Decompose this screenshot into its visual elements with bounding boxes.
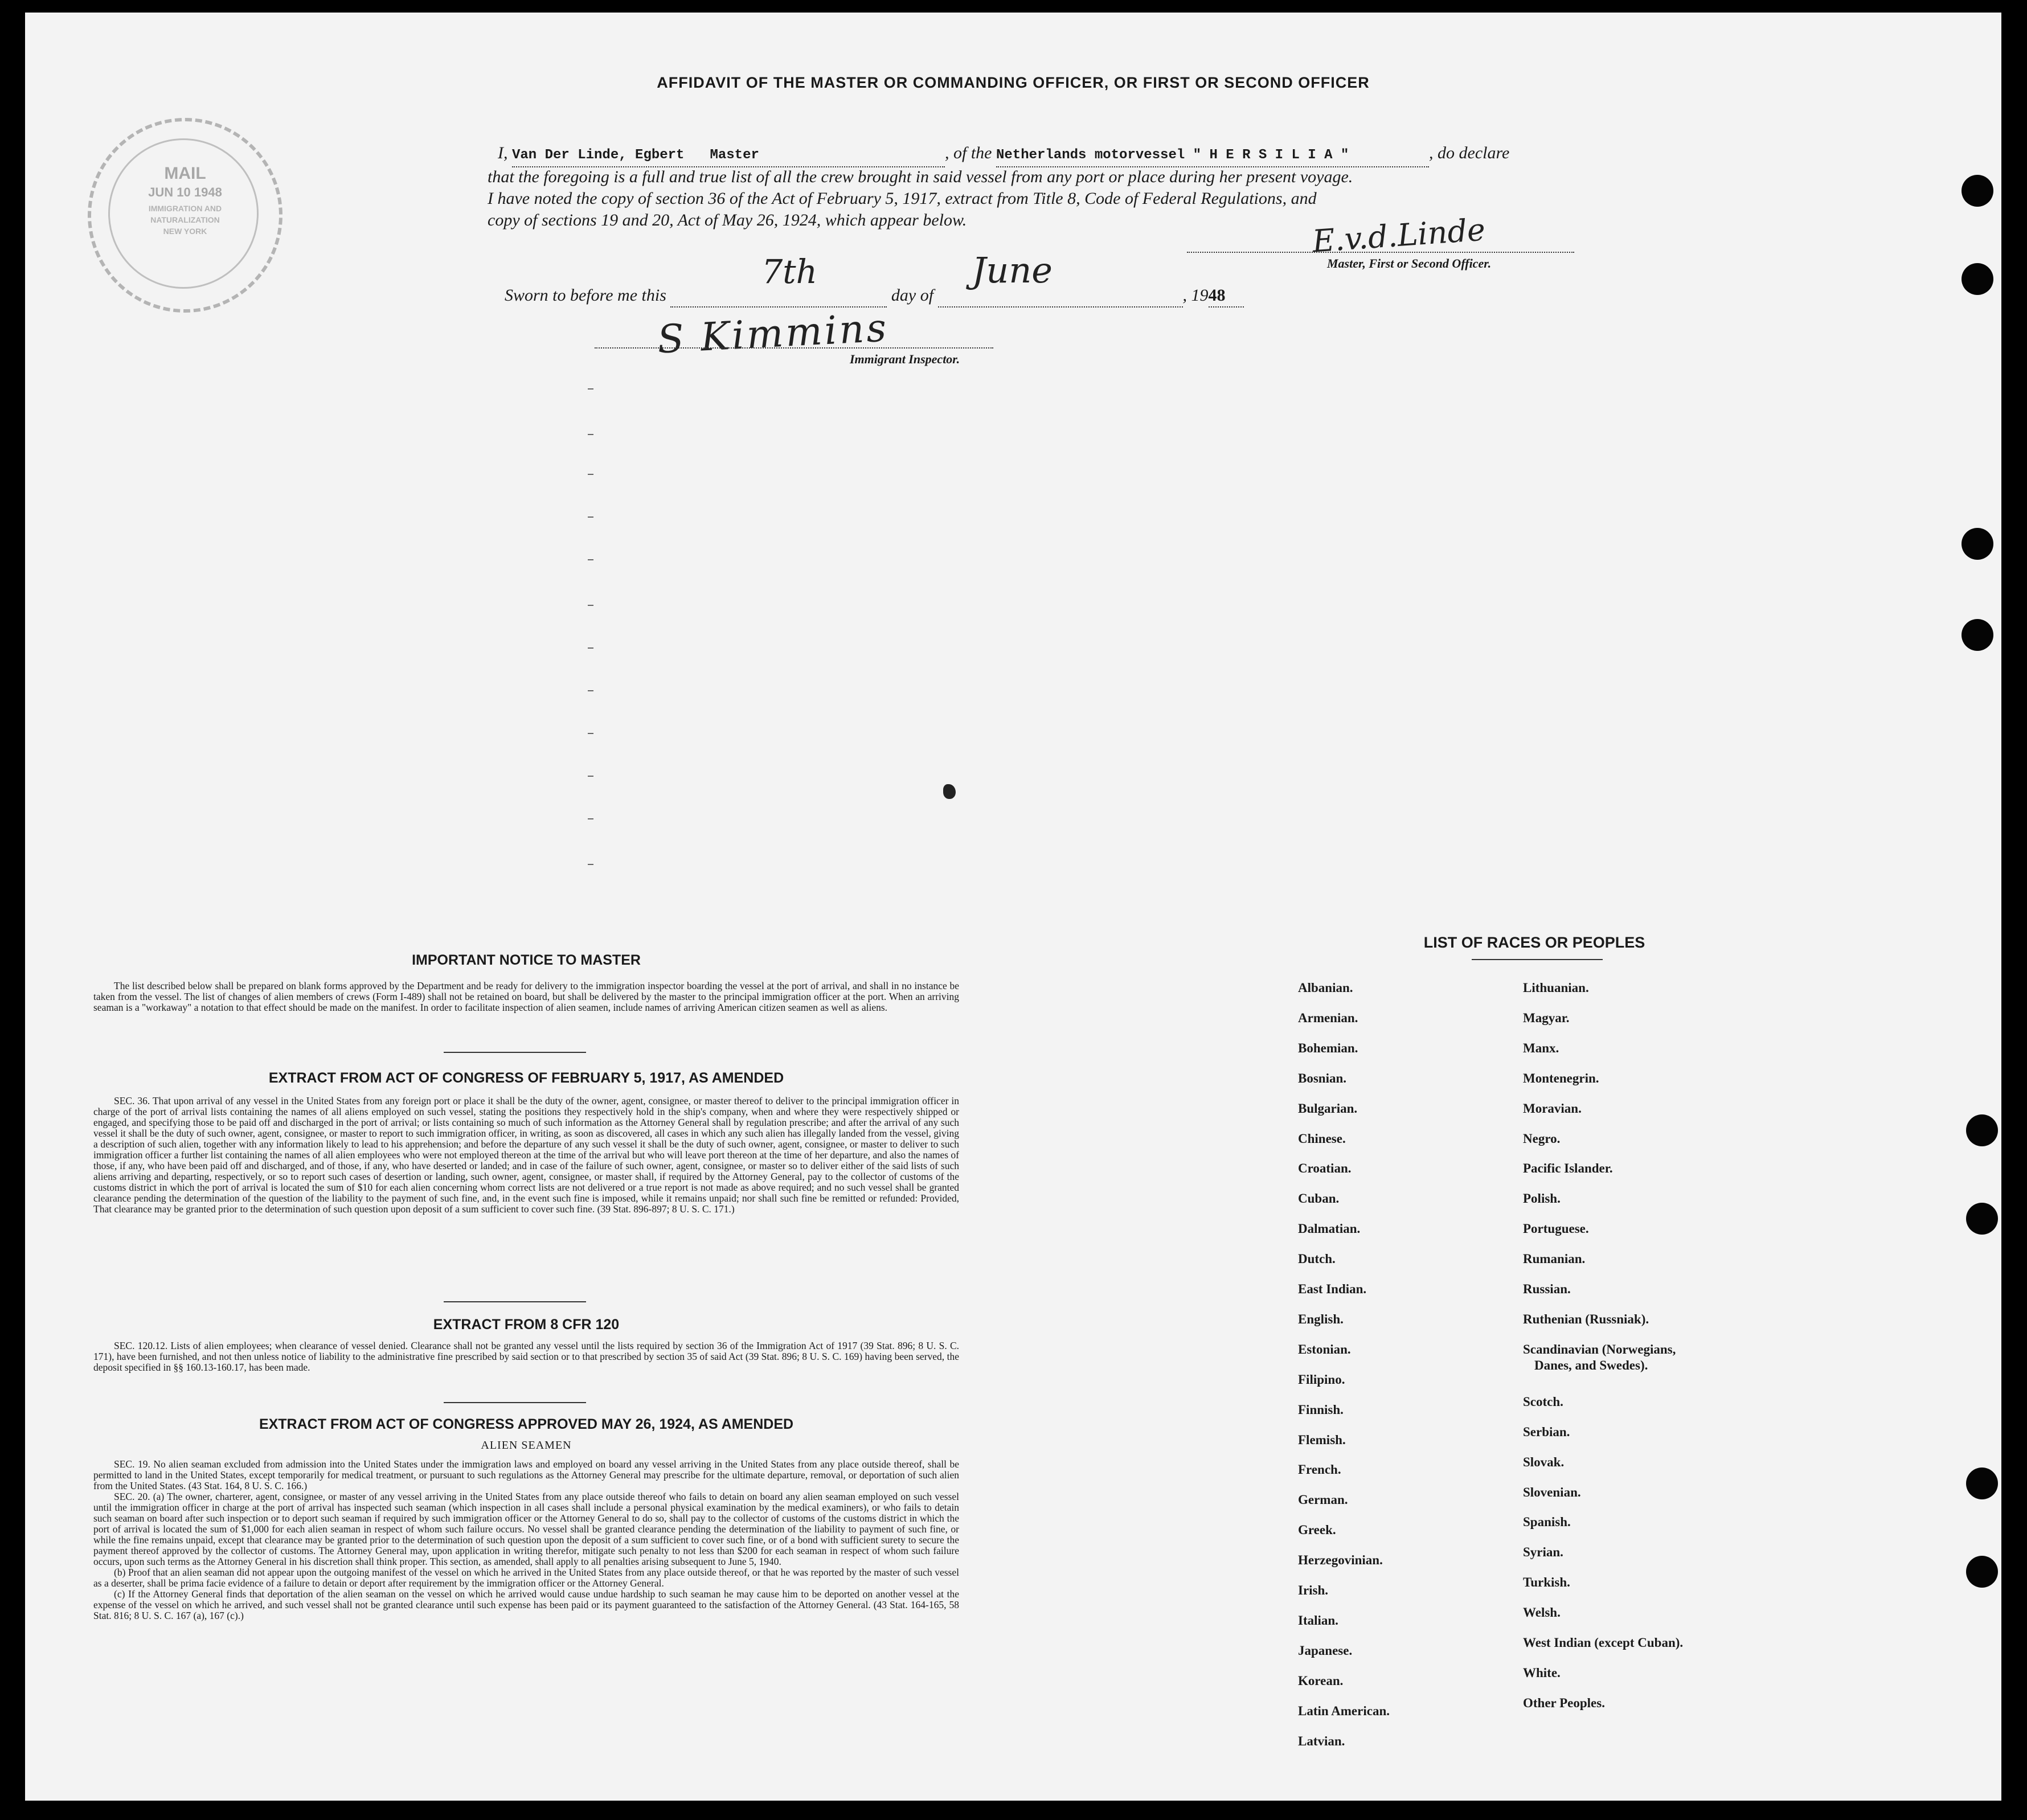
race-item: Serbian.	[1523, 1424, 1570, 1439]
race-item: Albanian.	[1298, 981, 1353, 995]
race-item: Pacific Islander.	[1523, 1161, 1613, 1176]
notice-title: IMPORTANT NOTICE TO MASTER	[412, 952, 641, 968]
race-item: Lithuanian.	[1523, 981, 1589, 995]
extract-1924-title: EXTRACT FROM ACT OF CONGRESS APPROVED MAY 26, 1924, AS AMENDED	[259, 1416, 794, 1432]
punch-hole	[1962, 528, 1993, 560]
sworn-text: Sworn to before me this	[505, 286, 666, 305]
race-item: Turkish.	[1523, 1575, 1570, 1590]
race-item: Montenegrin.	[1523, 1071, 1599, 1085]
year-prefix: , 19	[1182, 286, 1209, 305]
extract-1917-body	[93, 1096, 959, 1215]
postal-stamp	[88, 118, 282, 313]
name-field	[512, 142, 945, 167]
declaration-pre: I,	[498, 144, 508, 162]
cfr-title: EXTRACT FROM 8 CFR 120	[433, 1317, 620, 1333]
race-item: Rumanian.	[1523, 1252, 1586, 1266]
race-item: Portuguese.	[1523, 1221, 1589, 1236]
extract-1917-title: EXTRACT FROM ACT OF CONGRESS OF FEBRUARY 5, 1917, AS AMENDED	[268, 1070, 784, 1086]
vessel-value: Netherlands motorvessel " H E R S I L I A "	[996, 147, 1349, 163]
master-signature-line	[1187, 252, 1574, 253]
inspector-signature-line	[595, 347, 993, 349]
race-item: Herzegovinian.	[1298, 1553, 1383, 1568]
stamp-mail: MAIL	[164, 164, 206, 183]
cfr-text: SEC. 120.12. Lists of alien employees; when clearance of vessel denied. Clearance shall not be granted any vessel until the lists required by section 36 of the Immigration Act of 1917 (39 Stat. 896; 8 U. S. C. 171), have been furnished, and not then unless notice of liability to the administrative fine prescribed by said section or to that prescribed by section 35 of said Act (39 Stat. 896; 8 U. S. C. 169) having been served, the deposit specified in §§ 160.13-160.17, has been made.	[93, 1340, 959, 1373]
race-item: Chinese.	[1298, 1131, 1346, 1146]
race-item: Flemish.	[1298, 1432, 1346, 1447]
race-item: Bohemian.	[1298, 1040, 1358, 1055]
inspector-caption: Immigrant Inspector.	[850, 352, 960, 366]
sec-20c-text: (c) If the Attorney General finds that deportation of the alien seaman on the vessel on which he arrived would cause undue hardship to such seaman he may cause him to be deported on another vessel at the expense of the vessel on which he arrived, and such vessel shall not be granted clearance until such expense has been paid or its payment guaranteed to the satisfaction of the Attorney General. (43 Stat. 164-165, 58 Stat. 816; 8 U. S. C. 167 (a), 167 (c).)	[93, 1588, 959, 1621]
sec-20b-text: (b) Proof that an alien seaman did not appear upon the outgoing manifest of the vessel on which he arrived in the United States from any place outside thereof, or that he was reported by the master of such vessel as a deserter, shall be prima facie evidence of a failure to detain or deport after requirement by the immigration officer or the Attorney General.	[93, 1567, 959, 1589]
notice-text: The list described below shall be prepared on blank forms approved by the Department and be ready for delivery to the immigration inspector boarding the vessel at the port of arrival, and shall in no instance be taken from the vessel. The list of changes of alien members of crews (Form I-489) shall not be retained on board, but shall be delivered by the master to the principal immigration officer at the port. When an arriving seaman is a "workaway" a notation to that effect should be made on the manifest. In order to facilitate inspection of alien seamen, include names of arriving American citizen seamen as well as aliens.	[93, 980, 959, 1013]
race-item: Negro.	[1523, 1131, 1561, 1146]
of-the-text: , of the	[945, 144, 992, 162]
race-item: Scandinavian (Norwegians,	[1523, 1342, 1676, 1356]
race-item: Cuban.	[1298, 1191, 1340, 1206]
sec-20a-text: SEC. 20. (a) The owner, charterer, agent, consignee, or master of any vessel arriving in the United States from any place outside thereof who fails to detain on board any alien seaman employed on such vessel until the immigration officer in charge at the port of arrival has inspected such seaman (which inspection in all cases shall include a personal physical examination by the medical examiners), or who fails to detain such seaman on board after such inspection or to deport such seaman if required by such immigration officer or the Attorney General to do so, shall pay to the collector of customs of the customs district in which the port of arrival is located the sum of $1,000 for each alien seaman in respect of whom such failure occurs. No vessel shall be granted clearance pending the determination of the liability to payment of such fine, or while the fine remains unpaid, except that clearance may be granted prior to the determination of such question upon the deposit of a sum sufficient to cover such fine, or of a bond with sufficient surety to secure the payment thereof approved by the collector of customs. The Attorney General may, upon application in writing therefor, mitigate such penalty to not less than $200 for each seaman in respect of whom such failure occurs, upon such terms as the Attorney General in his discretion shall think proper. This section, as amended, shall apply to all penalties arising subsequent to June 5, 1940.	[93, 1491, 959, 1567]
race-item: Danes, and Swedes).	[1534, 1358, 1648, 1372]
divider	[444, 1301, 586, 1302]
declaration-line-2: that the foregoing is a full and true list of all the crew brought in said vessel from any port or place during her present voyage.	[488, 167, 1353, 186]
race-item: Armenian.	[1298, 1010, 1358, 1025]
declaration-line-3: I have noted the copy of section 36 of the Act of February 5, 1917, extract from Title 8, Code of Federal Regulations, and	[488, 189, 1317, 208]
sworn-month-value: June	[972, 249, 1053, 291]
affidavit-title: AFFIDAVIT OF THE MASTER OR COMMANDING OFFICER, OR FIRST OR SECOND OFFICER	[657, 74, 1370, 91]
race-item: Italian.	[1298, 1613, 1338, 1628]
stamp-date: JUN 10 1948	[148, 185, 222, 199]
race-item: Latvian.	[1298, 1733, 1345, 1748]
master-caption: Master, First or Second Officer.	[1327, 256, 1492, 270]
punch-hole	[1962, 619, 1993, 651]
race-item: Croatian.	[1298, 1161, 1352, 1176]
punch-hole	[1966, 1468, 1998, 1499]
race-item: Irish.	[1298, 1583, 1329, 1597]
extract-1924-body	[93, 1459, 959, 1621]
race-item: Latin American.	[1298, 1703, 1390, 1718]
race-item: Ruthenian (Russniak).	[1523, 1311, 1649, 1326]
race-item: White.	[1523, 1665, 1561, 1680]
race-item: West Indian (except Cuban).	[1523, 1635, 1684, 1650]
sec-19-text: SEC. 19. No alien seaman excluded from admission into the United States under the immigration laws and employed on board any vessel arriving in the United States from any place outside thereof, shall be permitted to land in the United States, except temporarily for medical treatment, or pursuant to such regulations as the Attorney General may prescribe for the ultimate departure, removal, or deportation of such alien from the United States. (43 Stat. 164, 8 U. S. C. 166.)	[93, 1458, 959, 1491]
sworn-day-field	[670, 252, 887, 308]
master-signature: E.v.d.Linde	[1311, 211, 1487, 260]
race-item: East Indian.	[1298, 1282, 1367, 1296]
document-page	[25, 13, 2001, 1801]
race-item: Filipino.	[1298, 1372, 1345, 1387]
declaration-line-4: copy of sections 19 and 20, Act of May 26, 1924, which appear below.	[488, 211, 967, 229]
vessel-field	[996, 142, 1429, 167]
day-of-text: day of	[891, 286, 934, 305]
race-item: Bosnian.	[1298, 1071, 1347, 1085]
punch-hole	[1962, 263, 1993, 295]
race-item: Finnish.	[1298, 1402, 1344, 1417]
divider	[444, 1402, 586, 1403]
divider	[1472, 959, 1603, 960]
race-item: Manx.	[1523, 1040, 1559, 1055]
inspector-signature: S Kimmins	[656, 305, 890, 363]
race-item: Russian.	[1523, 1282, 1571, 1296]
race-item: Other Peoples.	[1523, 1695, 1605, 1710]
divider	[444, 1052, 586, 1053]
race-item: Magyar.	[1523, 1010, 1570, 1025]
race-item: German.	[1298, 1493, 1348, 1507]
name-value: Van Der Linde, Egbert	[512, 147, 685, 163]
stamp-line: IMMIGRATION AND	[148, 204, 222, 213]
race-item: Slovak.	[1523, 1454, 1565, 1469]
sworn-line	[505, 249, 1244, 308]
race-item: Spanish.	[1523, 1515, 1571, 1530]
sworn-month-field	[938, 249, 1183, 308]
cfr-body	[93, 1341, 959, 1373]
stamp-line: NATURALIZATION	[150, 215, 220, 224]
race-item: Moravian.	[1523, 1101, 1582, 1116]
race-item: Korean.	[1298, 1673, 1344, 1688]
sworn-day-value: 7th	[761, 252, 817, 291]
year-value: 48	[1209, 285, 1244, 308]
extract-1917-text: SEC. 36. That upon arrival of any vessel in the United States from any foreign port or place it shall be the duty of the owner, agent, consignee, or master thereof to deliver to the principal immigration officer in charge of the port of arrival lists containing the names of all aliens employed on such vessel, stating the positions they respectively hold in the ship's company, when and where they were respectively shipped or engaged, and specifying those to be paid off and discharged in the port of arrival; or lists containing so much of such information as the Attorney General shall by regulation prescribe; and after the arrival of any such vessel it shall be the duty of such owner, agent, consignee, or master to report to such immigration officer, in writing, as soon as discovered, all cases in which any such alien has illegally landed from the vessel, giving a description of such alien, together with any information likely to lead to his apprehension; and before the departure of any such vessel it shall be the duty of such owner, agent, consignee, or master to deliver to such immigration officer a further list containing the names of all alien employees who were not employed thereon at the time of the arrival but who will leave port thereon at the time of her departure, and also the names of those, if any, who have been paid off and discharged, and of those, if any, who have deserted or landed; and in case of the failure of such owner, agent, consignee, or master so to deliver either of the said lists of such aliens arriving and departing, respectively, or so to report such cases of desertion or landing, such owner, agent, consignee, or master shall, if required by the Attorney General, pay to the collector of customs of the customs district in which the port of arrival is located the sum of $10 for each alien concerning whom correct lists are not delivered or a true report is not made as above required; and no such vessel shall be granted clearance pending the determination of the question of the liability to the payment of such fine, and, in the event such fine is imposed, while it remains unpaid; nor shall such fine be remitted or refunded: Provided, That clearance may be granted prior to the determination of such question upon deposit of a sum sufficient to cover such fine. (39 Stat. 896-897; 8 U. S. C. 171.)	[93, 1095, 959, 1215]
race-item: Welsh.	[1523, 1605, 1561, 1620]
alien-seamen-subtitle: ALIEN SEAMEN	[481, 1439, 572, 1452]
race-item: Dalmatian.	[1298, 1221, 1361, 1236]
race-item: French.	[1298, 1462, 1341, 1477]
punch-hole	[1966, 1556, 1998, 1588]
ink-blot	[943, 784, 956, 799]
race-item: Polish.	[1523, 1191, 1561, 1206]
races-title: LIST OF RACES OR PEOPLES	[1423, 934, 1645, 951]
notice-body	[93, 981, 959, 1013]
declaration-line-1	[498, 142, 1865, 167]
race-item: Slovenian.	[1523, 1485, 1581, 1499]
rank-value: Master	[710, 147, 759, 163]
race-item: Bulgarian.	[1298, 1101, 1358, 1116]
punch-hole	[1962, 175, 1993, 207]
race-item: Scotch.	[1523, 1394, 1563, 1409]
do-declare-text: , do declare	[1429, 144, 1510, 162]
race-item: English.	[1298, 1311, 1344, 1326]
punch-hole	[1966, 1203, 1998, 1235]
race-item: Dutch.	[1298, 1252, 1336, 1266]
stamp-line: NEW YORK	[163, 227, 207, 236]
race-item: Japanese.	[1298, 1643, 1353, 1658]
race-item: Syrian.	[1523, 1545, 1563, 1560]
punch-hole	[1966, 1114, 1998, 1146]
race-item: Estonian.	[1298, 1342, 1351, 1356]
race-item: Greek.	[1298, 1523, 1336, 1538]
